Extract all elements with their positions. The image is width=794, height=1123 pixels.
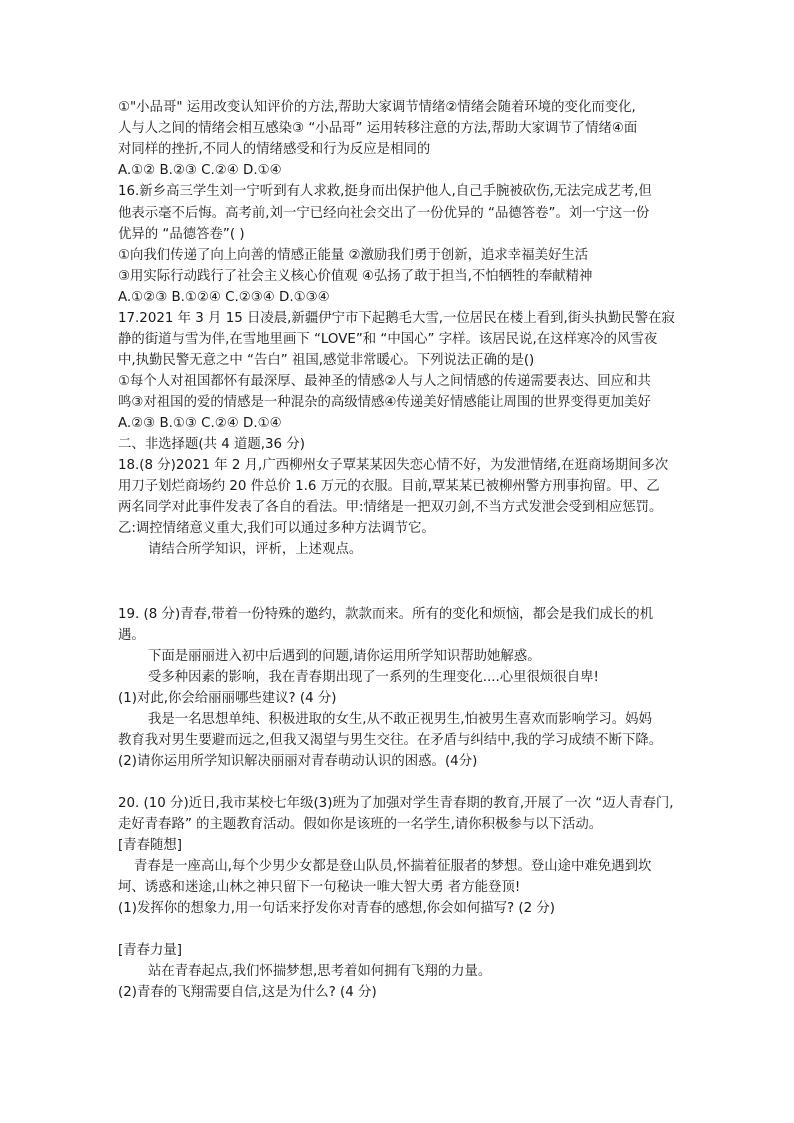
q17-stem: 17.2021 年 3 月 15 日凌晨,新疆伊宁市下起鹅毛大雪,一位居民在楼上看到,街头执勤民警在寂 — [118, 311, 675, 326]
q16-stem: 优异的 “品德答卷”( ) — [118, 227, 245, 242]
q18-text-line: 用刀子划烂商场约 20 件总价 1.6 万元的衣服。目前,覃某某已被柳州警方刑事拘留。甲、乙 — [118, 479, 660, 494]
q17-choices: ①每个人对祖国都怀有最深厚、最神圣的情感②人与人之间情感的传递需要表达、回应和共 — [118, 374, 651, 389]
q20-text-line: 走好青春路” 的主题教育活动。假如你是该班的一名学生,请你积极参与以下活动。 — [118, 817, 603, 832]
q16-stem: 他表示毫不后悔。高考前,刘一宁已经向社会交出了一份优异的 “品德答卷”。刘一宁这一份 — [118, 206, 650, 221]
q15-options: A.①② B.②③ C.②④ D.①④ — [118, 163, 282, 178]
q18-text-line: 乙:调控情绪意义重大,我们可以通过多种方法调节它。 — [118, 521, 435, 536]
q17-choices: 鸣③对祖国的爱的情感是一种混杂的高级情感④传递美好情感能让周围的世界变得更加美好 — [118, 395, 651, 410]
q19-text-line: 19. (8 分)青春,带着一份特殊的邀约，款款而来。所有的变化和烦恼，都会是我们成长的机 — [118, 607, 654, 622]
q17-stem: 静的街道与雪为伴,在雪地里画下 “LOVE”和 “中国心” 字样。该居民说,在这样寒冷的风雪夜 — [118, 332, 658, 347]
q16-choices: ①向我们传递了向上向善的情感正能量 ②激励我们勇于创新，追求幸福美好生活 — [118, 248, 589, 263]
q20-paragraph: 坷、诱惑和迷途,山林之神只留下一句秘诀一唯大智大勇 者方能登顶! — [118, 880, 521, 895]
q18-text-line: 18.(8 分)2021 年 2 月,广西柳州女子覃某某因失恋心情不好，为发泄情绪,在逛商场期间多次 — [118, 458, 669, 473]
q16-options: A.①②③ B.①②④ C.②③④ D.①③④ — [118, 290, 330, 305]
section-title: 二、非选择题(共 4 道题,36 分) — [118, 437, 305, 452]
q19-text-line: 下面是丽丽进入初中后遇到的问题,请你运用所学知识帮助她解惑。 — [148, 649, 541, 664]
q20-paragraph: 站在青春起点,我们怀揣梦想,思考着如何拥有飞翔的力量。 — [148, 964, 492, 979]
q19-quote: 教育我对男生要避而远之,但我又渴望与男生交往。在矛盾与纠结中,我的学习成绩不断下降。 — [118, 733, 663, 748]
q20-text-line: 20. (10 分)近日,我市某校七年级(3)班为了加强对学生青春期的教育,开展了一次 “迈人青春门, — [118, 796, 674, 811]
q19-text-line: 遇。 — [118, 628, 145, 643]
q15-text-line: ①"小品哥" 运用改变认知评价的方法,帮助大家调节情绪②情绪会随着环境的变化而变化, — [118, 100, 636, 115]
q19-subquestion-2: (2)请你运用所学知识解决丽丽对青春萌动认识的困惑。(4分) — [118, 754, 478, 769]
q19-quote: 受多种因素的影响，我在青春期出现了一系列的生理变化....心里很烦很自卑! — [148, 670, 599, 685]
q20-paragraph: 青春是一座高山,每个少男少女都是登山队员,怀揣着征服者的梦想。登山途中难免遇到坎 — [134, 859, 652, 874]
q16-choices: ③用实际行动践行了社会主义核心价值观 ④弘扬了敢于担当,不怕牺牲的奉献精神 — [118, 269, 593, 284]
q19-quote: 我是一名思想单纯、积极进取的女生,从不敢正视男生,怕被男生喜欢而影响学习。妈妈 — [148, 712, 652, 727]
q15-text-line: 对同样的挫折,不同人的情绪感受和行为反应是相同的 — [118, 142, 431, 157]
q17-options: A.②③ B.①③ C.②④ D.①④ — [118, 416, 282, 431]
q16-stem: 16.新乡高三学生刘一宁听到有人求救,挺身而出保护他人,自己手腕被砍伤,无法完成艺考,但 — [118, 184, 652, 199]
q19-subquestion-1: (1)对此,你会给丽丽哪些建议? (4 分) — [118, 691, 337, 706]
q20-heading-youth-power: [青春力量] — [118, 943, 183, 958]
q15-text-line: 人与人之间的情绪会相互感染③ “小品哥” 运用转移注意的方法,帮助大家调节了情绪④面 — [118, 121, 638, 136]
q17-stem: 中,执勤民警无意之中 “告白” 祖国,感觉非常暖心。下列说法正确的是() — [118, 353, 535, 368]
q18-text-line: 两名同学对此事件发表了各自的看法。甲:情绪是一把双刃剑,不当方式发泄会受到相应惩罚。 — [118, 500, 663, 515]
q18-instruction: 请结合所学知识，评析，上述观点。 — [148, 542, 363, 557]
q20-subquestion-2: (2)青春的飞翔需要自信,这是为什么? (4 分) — [118, 985, 377, 1000]
q20-subquestion-1: (1)发挥你的想象力,用一句话来抒发你对青春的感想,你会如何描写? (2 分) — [118, 901, 556, 916]
q20-heading-youth-thoughts: [青春随想] — [118, 838, 183, 853]
